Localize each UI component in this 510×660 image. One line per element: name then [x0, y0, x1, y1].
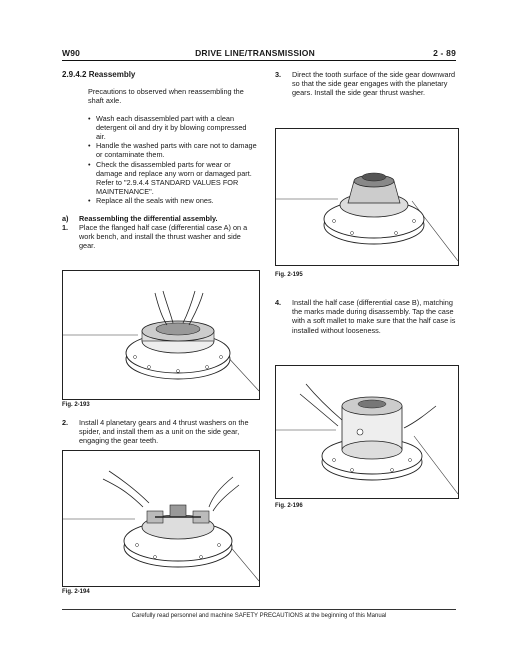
- planetary-gear-illustration: [63, 451, 259, 586]
- bullet-item: • Replace all the seals with new ones.: [88, 196, 258, 205]
- step-text: Install the half case (differential case B), matching the marks made during disassembly. Tap the case with a soft mallet to make sure that the half case is installed without looseness.: [292, 298, 456, 335]
- step-number: 1.: [62, 222, 69, 232]
- figure-2-195: [275, 128, 459, 266]
- subsection-heading: [62, 214, 258, 223]
- subsection-title: Reassembling the differential assembly.: [79, 213, 218, 223]
- figure-caption: Fig. 2-193: [62, 402, 90, 408]
- header-title: DRIVE LINE/TRANSMISSION: [195, 48, 315, 58]
- step-number: 3.: [275, 70, 282, 79]
- step-number: 2.: [62, 418, 69, 427]
- bullet-item: • Wash each disassembled part with a clean detergent oil and dry it by blowing compressed air.: [88, 114, 258, 142]
- left-column: [62, 70, 258, 250]
- step-text: Place the flanged half case (differential case A) on a work bench, and install the thrust washer and side gear.: [79, 222, 248, 251]
- header-model: W90: [62, 48, 81, 58]
- half-case-illustration: [276, 366, 458, 498]
- header-rule: [62, 60, 456, 61]
- figure-2-193: [62, 270, 260, 400]
- step-1: [62, 223, 258, 251]
- footer-rule: [62, 609, 456, 610]
- subsection-label: a): [62, 213, 69, 223]
- step-2: [62, 418, 258, 446]
- header-page-number: 2 - 89: [433, 48, 456, 58]
- step-4: [275, 298, 457, 335]
- step-number: 4.: [275, 298, 282, 307]
- figure-2-196: [275, 365, 459, 499]
- differential-case-illustration: [63, 271, 259, 399]
- precautions-list: [88, 114, 258, 206]
- bullet-item: • Handle the washed parts with care not to damage or contaminate them.: [88, 141, 258, 159]
- section-title: 2.9.4.2 Reassembly: [62, 70, 136, 79]
- figure-caption: Fig. 2-195: [275, 272, 303, 278]
- figure-caption: Fig. 2-196: [275, 503, 303, 509]
- footer-safety-note: Carefully read personnel and machine SAFETY PRECAUTIONS at the beginning of this Manual: [131, 613, 387, 619]
- step-text: Install 4 planetary gears and 4 thrust washers on the spider, and install them as a unit on the side gear, engaging the gear teeth.: [79, 418, 249, 446]
- left-column-step-2: [62, 418, 258, 446]
- side-gear-illustration: [276, 129, 458, 265]
- figure-2-194: [62, 450, 260, 587]
- step-3: [275, 70, 457, 98]
- step-text: Direct the tooth surface of the side gear downward so that the side gear engages with the planetary gears. Install the side gear thrust washer.: [292, 70, 456, 98]
- right-column-step-3: [275, 70, 457, 98]
- right-column-step-4: [275, 298, 457, 335]
- bullet-item: • Check the disassembled parts for wear or damage and replace any worn or damaged part. Refer to "2.9.4.4 STANDARD VALUES FOR MAINTENANCE".: [88, 160, 258, 197]
- intro-paragraph: Precautions to observed when reassembling the shaft axle.: [88, 87, 244, 106]
- figure-caption: Fig. 2-194: [62, 589, 90, 595]
